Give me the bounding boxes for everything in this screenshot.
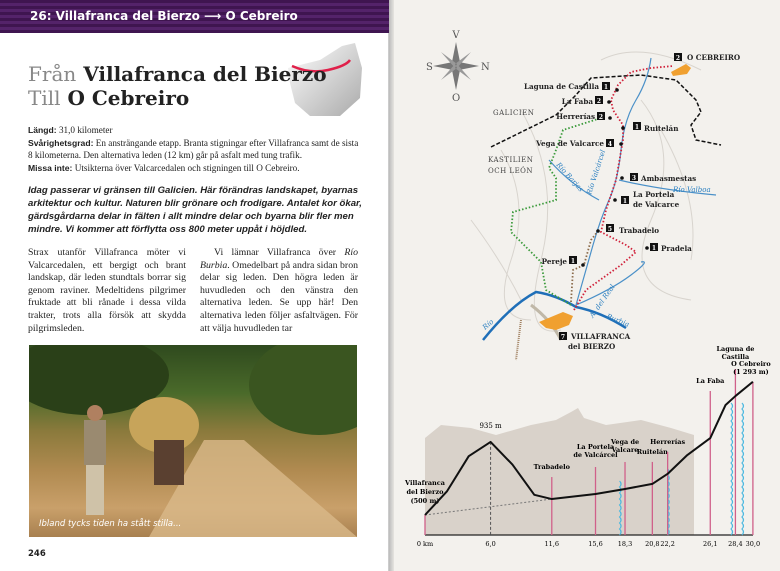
elevation-profile [394, 0, 780, 571]
bed-count: 2 [598, 114, 604, 121]
dontmiss-label: Missa inte: [28, 162, 73, 173]
river-name: Río Burbia [200, 247, 358, 271]
station-name: Vega de [610, 437, 640, 446]
text: Vi lämnar Villafranca över [214, 247, 345, 258]
stream-line [742, 403, 744, 535]
bed-count: 1 [651, 245, 657, 252]
label-rio-barjas: Río Barjas [554, 160, 585, 194]
photo-illustration [29, 345, 357, 537]
place-name: Ruitelán [644, 124, 679, 133]
photo-pilgrim-donkey [29, 345, 357, 537]
to-word: Till [28, 86, 61, 110]
station-name: Castilla [721, 353, 750, 362]
peak-label: 935 m [479, 421, 502, 430]
region-galicien: GALICIEN [493, 109, 535, 117]
bed-count: 1 [622, 198, 628, 205]
page-number: 246 [28, 549, 46, 559]
bed-count: 3 [631, 175, 637, 182]
place-name: Trabadelo [619, 226, 660, 235]
dontmiss-value: Utsikterna över Valcarcedalen och stigningen till O Cebreiro. [74, 162, 300, 173]
body-column-1: Strax utanför Villafranca möter vi Valcarcedalen, ett bergigt och brant landskap, där leden stundtals borrar sig genom raviner. Medeltidens pilgrimer fruktade att bli rånade i dessa vilda trakter, trots alla försök att skydda pilgrimsleden. [28, 247, 186, 334]
right-page [394, 0, 780, 571]
place-name: O CEBREIRO [687, 53, 741, 62]
difficulty-value: En ansträngande etapp. Branta stigningar efter Villafranca samt de sista 8 kilometerna. Den alternativa leden (12 km) går på asfalt med tung trafik. [28, 137, 359, 160]
label-rio: Río [481, 317, 496, 332]
bed-count: 7 [560, 334, 566, 341]
label-burbia: Burbia [605, 312, 631, 329]
compass-east: N [481, 62, 490, 73]
length-value: 31,0 kilometer [58, 125, 113, 135]
intro-paragraph: Idag passerar vi gränsen till Galicien. Här förändras landskapet, byarnas arkitektur och kultur. Naturen blir grönare och frodigare. Antalet kor ökar, gärdsgårdarna delar in fälten i allt mindre delar och byarna blir fler men mindre. Vi kommer att förflytta oss 800 meter uppåt i höjdled. [28, 185, 362, 235]
body-column-2 [200, 247, 358, 335]
km-label: 22,2 [660, 540, 675, 548]
bed-count: 1 [634, 124, 640, 131]
label-a-del-real: A. del Real [588, 283, 617, 320]
station-name: de Valcárcel [573, 451, 618, 459]
bed-count: 5 [607, 226, 613, 233]
from-word: Från [28, 62, 77, 86]
km-label: 20,8 [645, 540, 660, 548]
place-name: Pradela [661, 244, 692, 253]
region-kastilien: KASTILIEN [488, 156, 534, 164]
km-label: 30,0 [745, 540, 761, 548]
bed-count: 1 [570, 258, 576, 265]
station-name: Laguna de [716, 345, 755, 354]
chapter-header [0, 0, 389, 33]
station-name: Herrerías [650, 437, 686, 446]
bed-count: 1 [603, 84, 609, 91]
place-name: Pereje [541, 257, 567, 266]
place-name: La Faba [561, 97, 593, 106]
km-label: 28,4 [728, 540, 743, 548]
chapter-title: 26: Villafranca del Bierzo ⟶ O Cebreiro [30, 9, 298, 23]
place-name: VILLAFRANCA [571, 332, 631, 341]
station-name: Valcare [611, 445, 639, 454]
region-och-leon: OCH LEÓN [488, 167, 534, 175]
mountain-silhouette [425, 408, 694, 535]
place-name-2: del BIERZO [568, 342, 616, 351]
left-page [0, 0, 389, 571]
compass-south: O [452, 93, 461, 104]
length-label: Längd: [28, 125, 57, 135]
km-label: 11,6 [544, 540, 560, 548]
start-label: (500 m) [410, 497, 440, 505]
from-place: Villafranca del Bierzo [83, 62, 327, 86]
start-label: del Bierzo [406, 488, 444, 496]
place-name: Herrerías [556, 112, 595, 121]
place-name: La Portela [633, 190, 675, 199]
station-name: Trabadelo [533, 463, 570, 472]
label-rio-valboa: Río Valboa [673, 186, 711, 194]
end-label: (1 293 m) [733, 367, 769, 376]
photo-caption: Ibland tycks tiden ha stått stilla... [39, 519, 182, 529]
km-label: 0 km [416, 540, 434, 548]
km-label: 26,1 [703, 540, 718, 548]
bed-count: 2 [596, 98, 602, 105]
text: . Omedelbart på andra sidan bron delar sig leden. Den högra leden är huvudleden och den vänstra den alternativa leden. Se upp här! Den alternativa leden följer asfaltvägen. För att välja huvudleden tar [200, 259, 358, 334]
compass-north: V [452, 30, 460, 41]
end-label: O Cebreiro [731, 359, 771, 368]
station-name: La Faba [696, 377, 725, 386]
place-name: Vega de Valcarce [536, 139, 604, 148]
station-name: La Portela [576, 443, 615, 451]
label-rio-valcarcel: Río Valcárcel [585, 148, 608, 196]
to-place: O Cebreiro [67, 86, 190, 110]
stream-line [731, 403, 733, 535]
difficulty-label: Svårighetsgrad: [28, 137, 94, 148]
compass-west: S [426, 62, 433, 73]
page-title [28, 62, 327, 110]
bed-count: 2 [675, 55, 681, 62]
place-name: Ambasmestas [641, 174, 697, 183]
km-label: 18,3 [617, 540, 633, 548]
place-name-2: de Valcarce [633, 200, 680, 209]
stage-facts [28, 124, 363, 174]
bed-count: 4 [607, 141, 613, 148]
station-name: Ruitelán [636, 447, 668, 456]
km-label: 6,0 [485, 540, 496, 548]
place-name: Laguna de Castilla [523, 82, 599, 91]
start-label: Villafranca [405, 479, 445, 487]
km-label: 15,6 [588, 540, 603, 548]
